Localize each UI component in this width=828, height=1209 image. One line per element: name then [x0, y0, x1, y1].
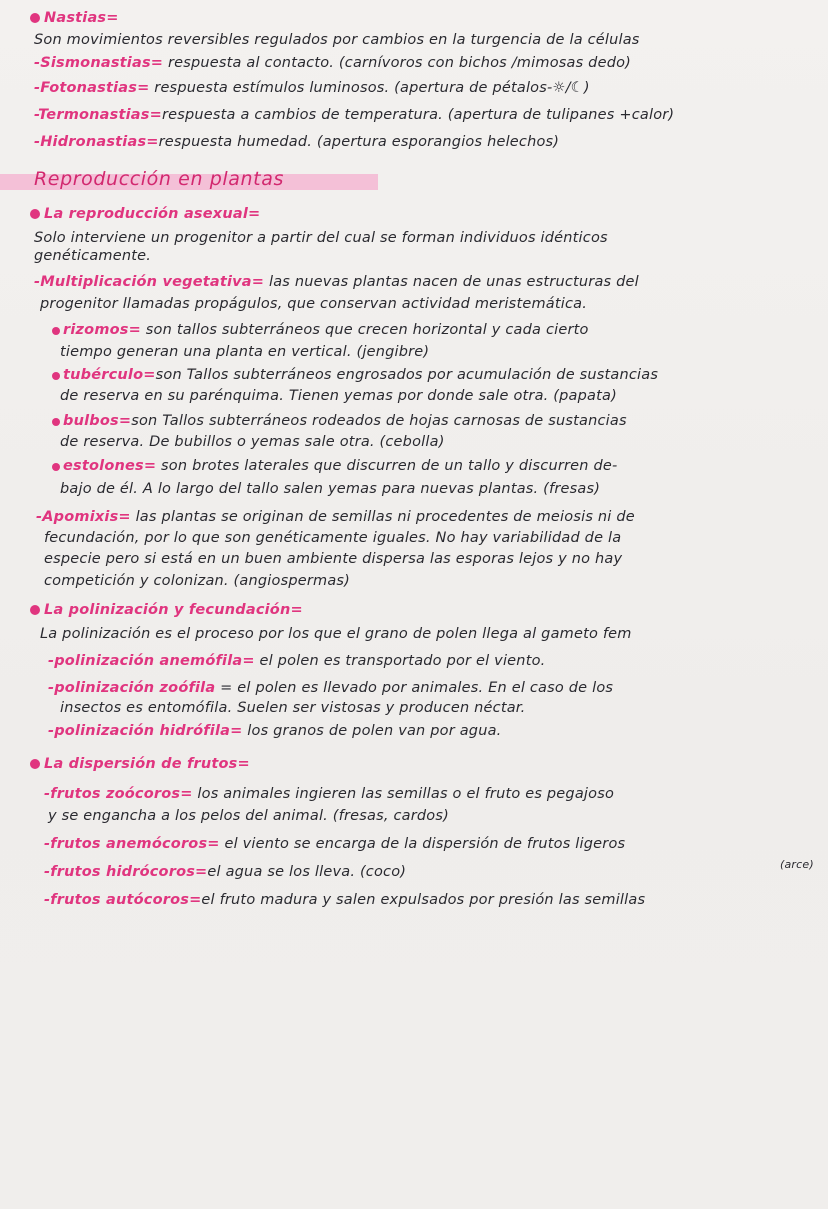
- text-line: Son movimientos reversibles regulados por cambios en la turgencia de la células: [34, 32, 640, 48]
- bullet-icon: [52, 327, 60, 335]
- bullet-icon: [30, 605, 40, 615]
- text-line: La polinización es el proceso por los que el grano de polen llega al gameto fem: [40, 626, 632, 642]
- text-line: progenitor llamadas propágulos, que conservan actividad meristemática.: [40, 296, 588, 312]
- text-line: de reserva en su parénquima. Tienen yemas por donde sale otra. (papata): [60, 388, 617, 404]
- bullet-icon: [52, 463, 60, 471]
- heading-nastias: Nastias=: [30, 8, 119, 28]
- text-line: de reserva. De bubillos o yemas sale otra. (cebolla): [60, 434, 445, 450]
- heading-polinizacion: La polinización y fecundación=: [30, 600, 303, 620]
- text-line: -Fotonastias= respuesta estímulos luminosos. (apertura de pétalos-☼/☾): [34, 80, 590, 96]
- bullet-icon: [52, 372, 60, 380]
- text-line: -polinización zoófila = el polen es llevado por animales. En el caso de los: [48, 680, 614, 696]
- text-line: -polinización anemófila= el polen es transportado por el viento.: [48, 653, 546, 669]
- bullet-icon: [30, 209, 40, 219]
- text-line: genéticamente.: [34, 248, 152, 264]
- text-line: y se engancha a los pelos del animal. (fresas, cardos): [48, 808, 449, 824]
- text-line: bajo de él. A lo largo del tallo salen yemas para nuevas plantas. (fresas): [60, 481, 601, 497]
- text-line: fecundación, por lo que son genéticamente iguales. No hay variabilidad de la: [44, 530, 622, 546]
- text-line: (arce): [780, 858, 814, 871]
- text-line: -polinización hidrófila= los granos de polen van por agua.: [48, 723, 502, 739]
- text-line: -frutos autócoros=el fruto madura y salen expulsados por presión las semillas: [44, 892, 646, 908]
- list-item: rizomos= son tallos subterráneos que crecen horizontal y cada cierto: [52, 320, 589, 340]
- list-item: tubérculo=son Tallos subterráneos engrosados por acumulación de sustancias: [52, 365, 658, 385]
- heading-dispersion: La dispersión de frutos=: [30, 754, 250, 774]
- text-line: -Hidronastias=respuesta humedad. (apertura esporangios helechos): [34, 134, 560, 150]
- text-line: -Sismonastias= respuesta al contacto. (carnívoros con bichos /mimosas dedo): [34, 55, 632, 71]
- heading-asexual: La reproducción asexual=: [30, 204, 260, 224]
- bullet-icon: [30, 13, 40, 23]
- text-line: -frutos zoócoros= los animales ingieren las semillas o el fruto es pegajoso: [44, 786, 615, 802]
- bullet-icon: [30, 759, 40, 769]
- list-item: estolones= son brotes laterales que discurren de un tallo y discurren de-: [52, 456, 617, 476]
- text-line: tiempo generan una planta en vertical. (jengibre): [60, 344, 430, 360]
- list-item: bulbos=son Tallos subterráneos rodeados de hojas carnosas de sustancias: [52, 411, 627, 431]
- text-line: Solo interviene un progenitor a partir del cual se forman individuos idénticos: [34, 230, 608, 246]
- text-line: insectos es entomófila. Suelen ser vistosas y producen néctar.: [60, 700, 526, 716]
- text-line: -Multiplicación vegetativa= las nuevas plantas nacen de unas estructuras del: [34, 274, 639, 290]
- text-line: -Apomixis= las plantas se originan de semillas ni procedentes de meiosis ni de: [36, 509, 635, 525]
- text-line: -frutos hidrócoros=el agua se los lleva. (coco): [44, 864, 407, 880]
- text-line: especie pero si está en un buen ambiente dispersa las esporas lejos y no hay: [44, 551, 623, 567]
- section-title: Reproducción en plantas: [34, 168, 284, 190]
- text-line: -Termonastias=respuesta a cambios de temperatura. (apertura de tulipanes +calor): [34, 107, 675, 123]
- text-line: competición y colonizan. (angiospermas): [44, 573, 351, 589]
- text-line: -frutos anemócoros= el viento se encarga de la dispersión de frutos ligeros: [44, 836, 626, 852]
- bullet-icon: [52, 418, 60, 426]
